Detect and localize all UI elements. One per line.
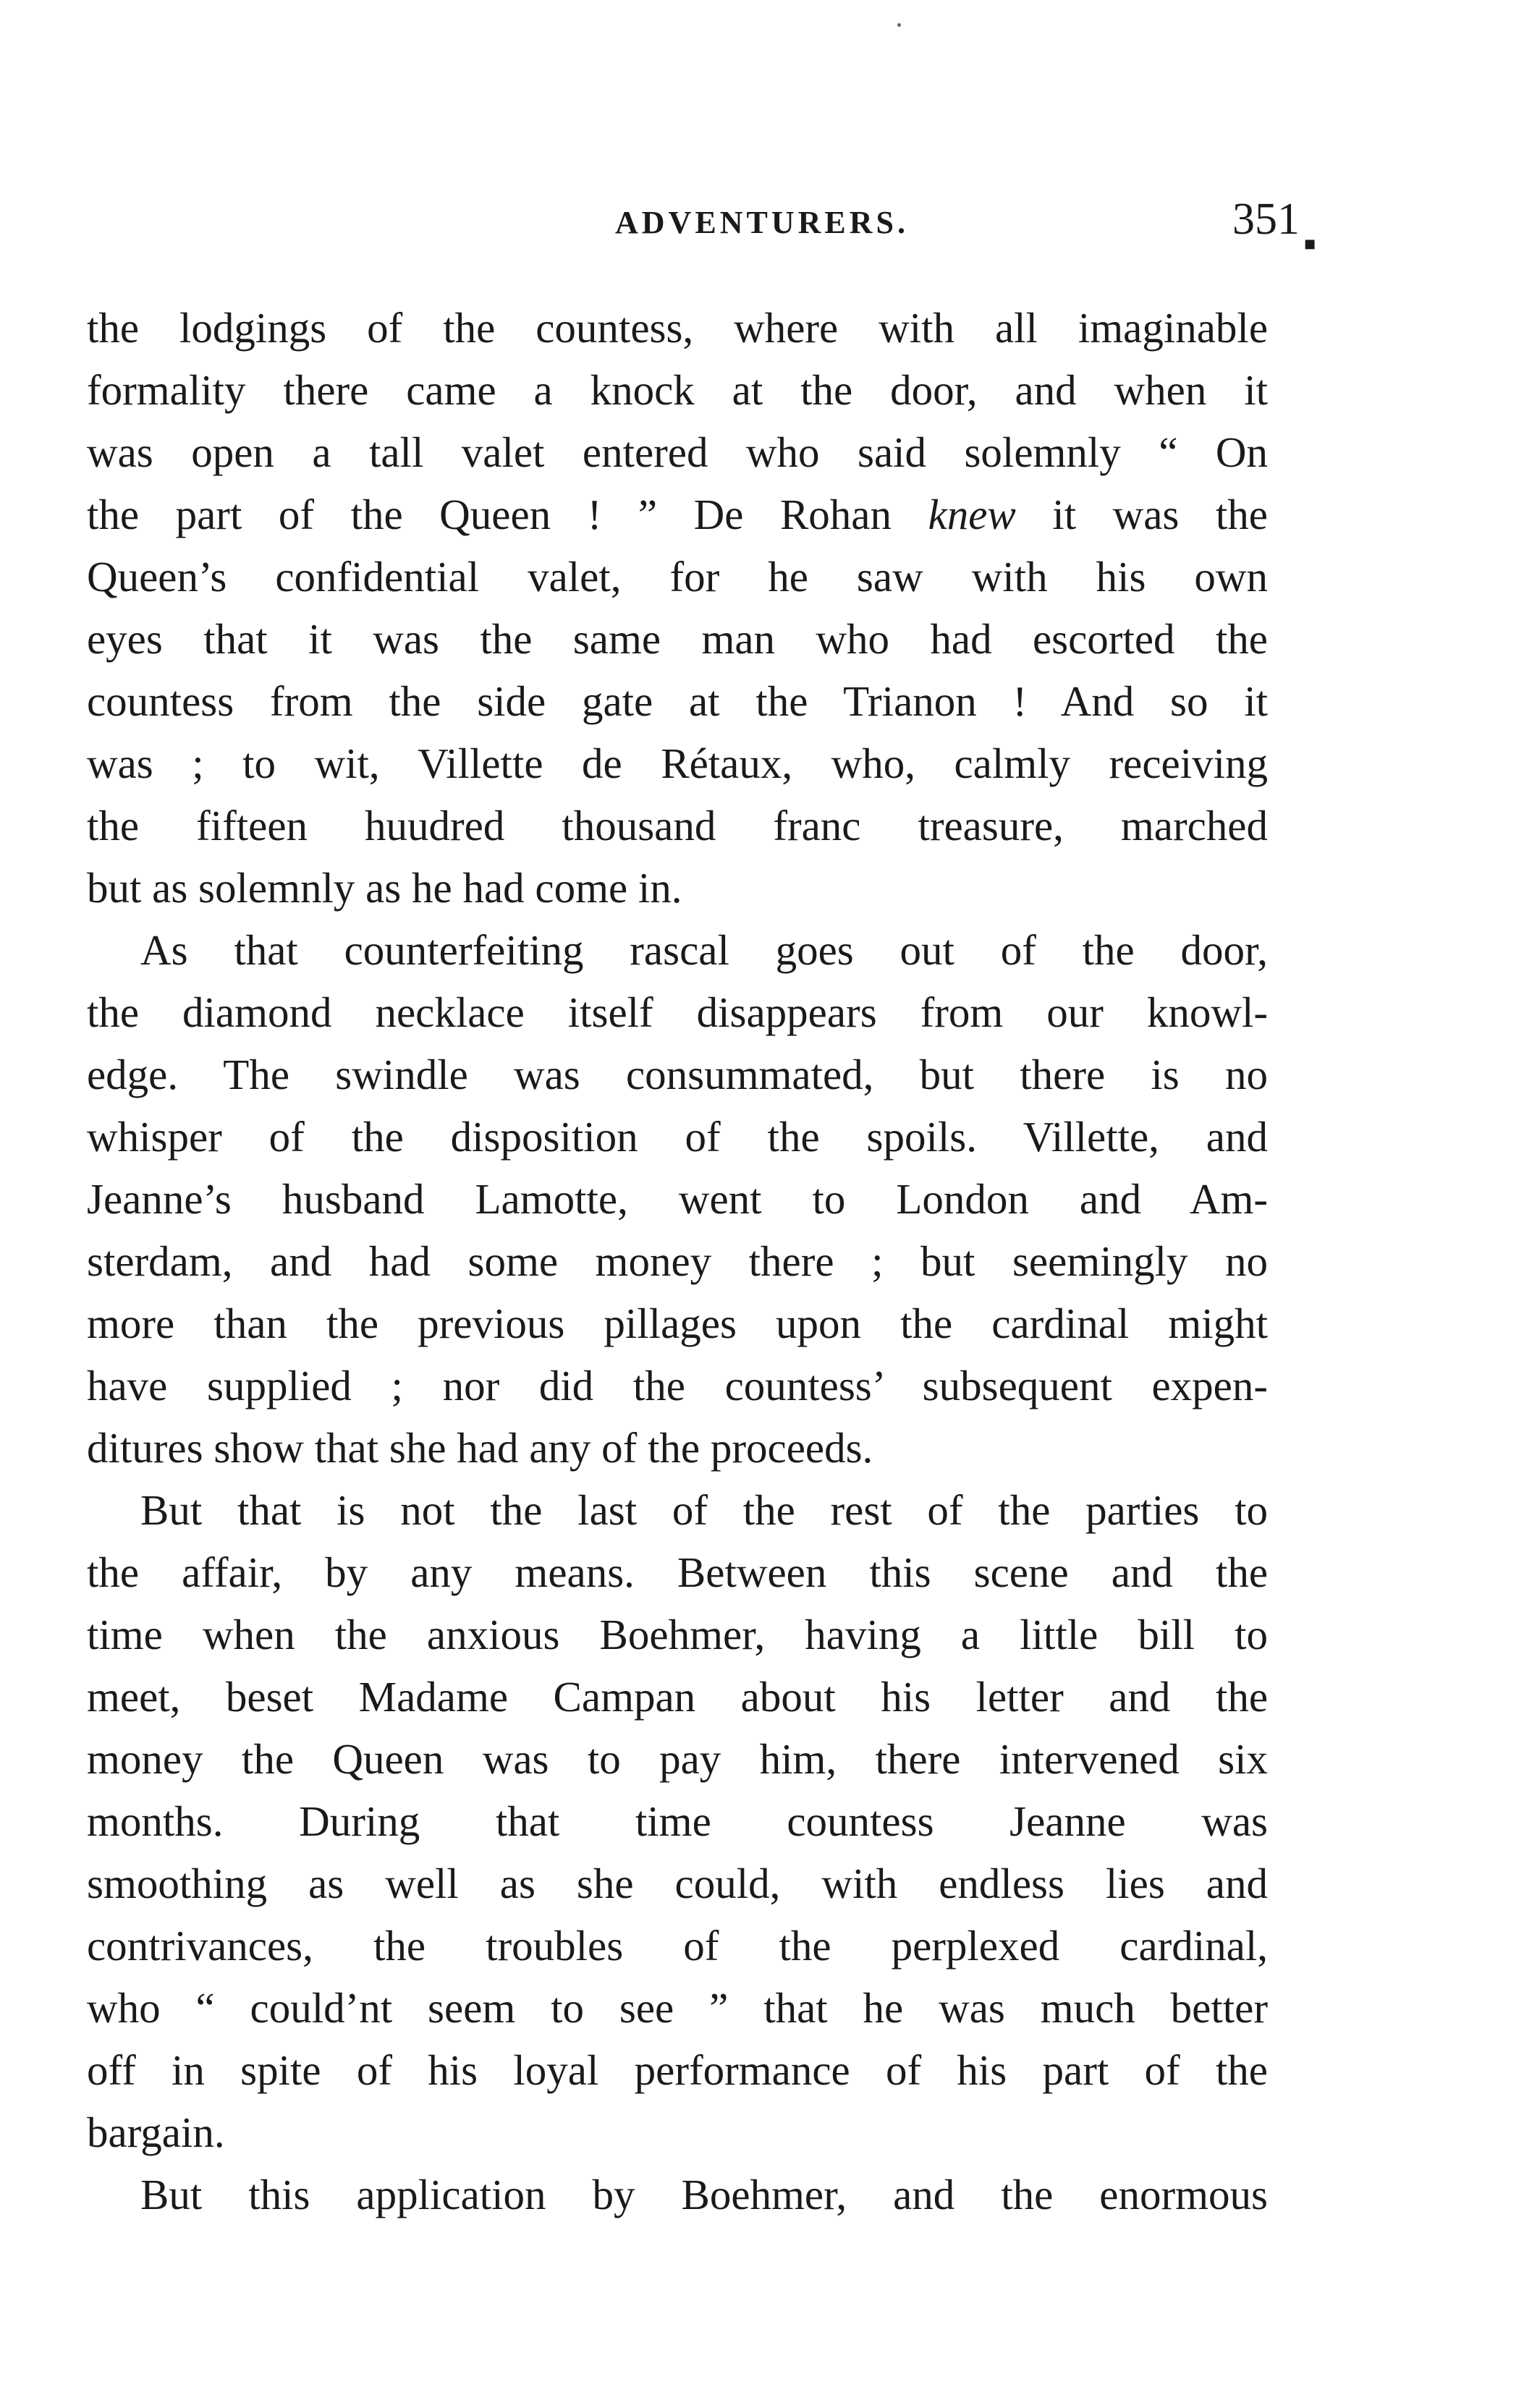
- text-line: bargain.: [87, 2108, 225, 2156]
- text-line: was ; to wit, Villette de Rétaux, who, calmly receiving: [87, 739, 1268, 787]
- running-title: ADVENTURERS.: [615, 205, 909, 240]
- paragraph-4: [87, 2163, 1268, 2226]
- text-line: sterdam, and had some money there ; but seemingly no: [87, 1237, 1268, 1285]
- text-line: months. During that time countess Jeanne was: [87, 1797, 1268, 1845]
- text-line: was open a tall valet entered who said solemnly “ On: [87, 428, 1268, 476]
- print-speck: [897, 23, 901, 27]
- paragraph-2: [87, 919, 1268, 1479]
- italic-word: knew: [928, 491, 1016, 538]
- margin-mark: ▪: [1303, 224, 1317, 265]
- text-line: meet, beset Madame Campan about his letter and the: [87, 1673, 1268, 1721]
- text-line: whisper of the disposition of the spoils. Villette, and: [87, 1113, 1268, 1161]
- text-line-head: the part of the Queen ! ” De Rohan: [87, 491, 928, 538]
- text-line: eyes that it was the same man who had escorted the: [87, 615, 1268, 663]
- running-head: [0, 194, 1524, 252]
- text-line: the lodgings of the countess, where with all imaginable: [87, 304, 1268, 352]
- text-line: smoothing as well as she could, with endless lies and: [87, 1860, 1268, 1907]
- page-number: 351: [1232, 195, 1300, 244]
- text-line: money the Queen was to pay him, there intervened six: [87, 1735, 1268, 1783]
- text-line: off in spite of his loyal performance of his part of the: [87, 2046, 1268, 2094]
- text-line: But that is not the last of the rest of the parties to: [140, 1486, 1268, 1534]
- text-line: the diamond necklace itself disappears from our knowl-: [87, 988, 1268, 1036]
- body-text: [87, 297, 1268, 2226]
- text-line: contrivances, the troubles of the perplexed cardinal,: [87, 1922, 1268, 1970]
- text-line: Jeanne’s husband Lamotte, went to London and Am-: [87, 1175, 1268, 1223]
- text-line: time when the anxious Boehmer, having a little bill to: [87, 1611, 1268, 1658]
- text-line: ditures show that she had any of the proceeds.: [87, 1424, 873, 1472]
- text-line: formality there came a knock at the door, and when it: [87, 366, 1268, 414]
- text-line: countess from the side gate at the Trianon ! And so it: [87, 677, 1268, 725]
- text-line-tail: it was the: [1015, 491, 1268, 538]
- text-line: Queen’s confidential valet, for he saw with his own: [87, 553, 1268, 601]
- text-line: the affair, by any means. Between this scene and the: [87, 1548, 1268, 1596]
- paragraph-1: [87, 297, 1268, 919]
- text-line: more than the previous pillages upon the cardinal might: [87, 1300, 1268, 1347]
- text-line: But this application by Boehmer, and the enormous: [140, 2171, 1268, 2218]
- text-line: [87, 483, 1268, 546]
- text-line: As that counterfeiting rascal goes out of the door,: [140, 926, 1268, 974]
- text-line: have supplied ; nor did the countess’ subsequent expen-: [87, 1362, 1268, 1409]
- text-line: but as solemnly as he had come in.: [87, 864, 682, 912]
- text-line: the fifteen huudred thousand franc treasure, marched: [87, 802, 1268, 849]
- paragraph-3: [87, 1479, 1268, 2163]
- text-line: who “ could’nt seem to see ” that he was much better: [87, 1984, 1268, 2032]
- text-line: edge. The swindle was consummated, but there is no: [87, 1051, 1268, 1098]
